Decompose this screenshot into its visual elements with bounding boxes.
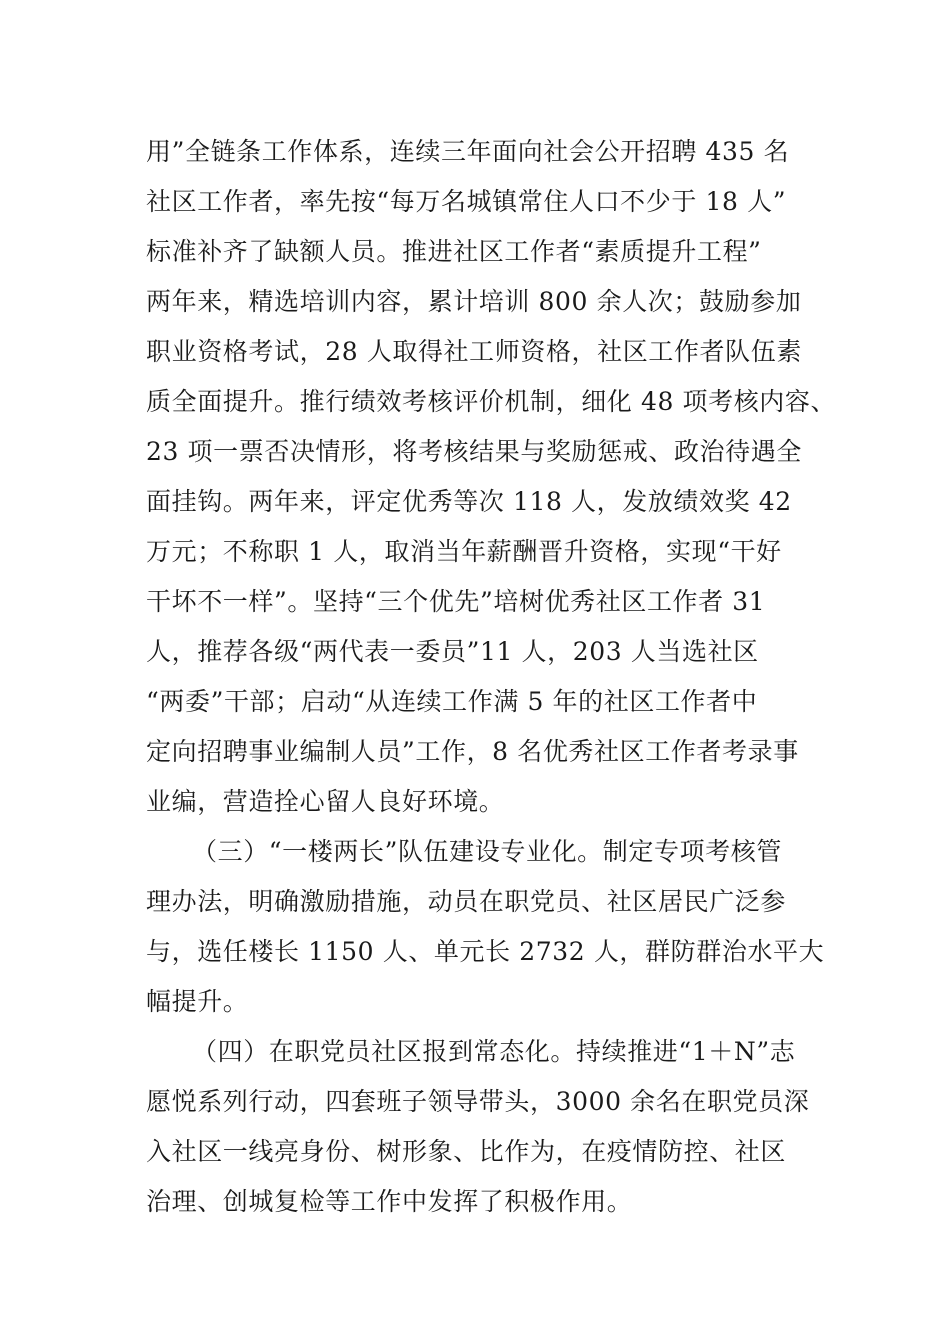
text-line: 职业资格考试，28 人取得社工师资格，社区工作者队伍素 <box>146 337 802 366</box>
document-body <box>146 127 837 1227</box>
text-line: （四）在职党员社区报到常态化。持续推进“1＋N”志 <box>192 1037 796 1066</box>
text-line: 入社区一线亮身份、树形象、比作为，在疫情防控、社区 <box>146 1137 787 1166</box>
text-line: 万元；不称职 1 人，取消当年薪酬晋升资格，实现“干好 <box>146 537 782 566</box>
text-line: 面挂钩。两年来，评定优秀等次 118 人，发放绩效奖 42 <box>146 487 792 516</box>
text-line: 愿悦系列行动，四套班子领导带头，3000 余名在职党员深 <box>146 1087 810 1116</box>
text-line: 质全面提升。推行绩效考核评价机制，细化 48 项考核内容、 <box>146 387 837 416</box>
text-line: 定向招聘事业编制人员”工作，8 名优秀社区工作者考录事 <box>146 737 799 766</box>
text-line: 23 项一票否决情形，将考核结果与奖励惩戒、政治待遇全 <box>146 437 802 466</box>
paragraph-party-members <box>146 1027 826 1227</box>
text-line: 社区工作者，率先按“每万名城镇常住人口不少于 18 人” <box>146 187 787 216</box>
text-line: 业编，营造拴心留人良好环境。 <box>146 787 505 816</box>
text-line: 干坏不一样”。坚持“三个优先”培树优秀社区工作者 31 <box>146 587 766 616</box>
text-line: 与，选任楼长 1150 人、单元长 2732 人，群防群治水平大 <box>146 937 825 966</box>
text-line: （三）“一楼两长”队伍建设专业化。制定专项考核管 <box>192 837 782 866</box>
paragraph-building-leaders <box>146 827 826 1027</box>
text-line: 人，推荐各级“两代表一委员”11 人，203 人当选社区 <box>146 637 759 666</box>
text-line: “两委”干部；启动“从连续工作满 5 年的社区工作者中 <box>146 687 758 716</box>
paragraph-team-building <box>146 127 837 827</box>
text-line: 两年来，精选培训内容，累计培训 800 余人次；鼓励参加 <box>146 287 802 316</box>
text-line: 理办法，明确激励措施，动员在职党员、社区居民广泛参 <box>146 887 787 916</box>
text-line: 治理、创城复检等工作中发挥了积极作用。 <box>146 1187 633 1216</box>
text-line: 标准补齐了缺额人员。推进社区工作者“素质提升工程” <box>146 237 762 266</box>
text-line: 用”全链条工作体系，连续三年面向社会公开招聘 435 名 <box>146 137 790 166</box>
text-line: 幅提升。 <box>146 987 249 1016</box>
